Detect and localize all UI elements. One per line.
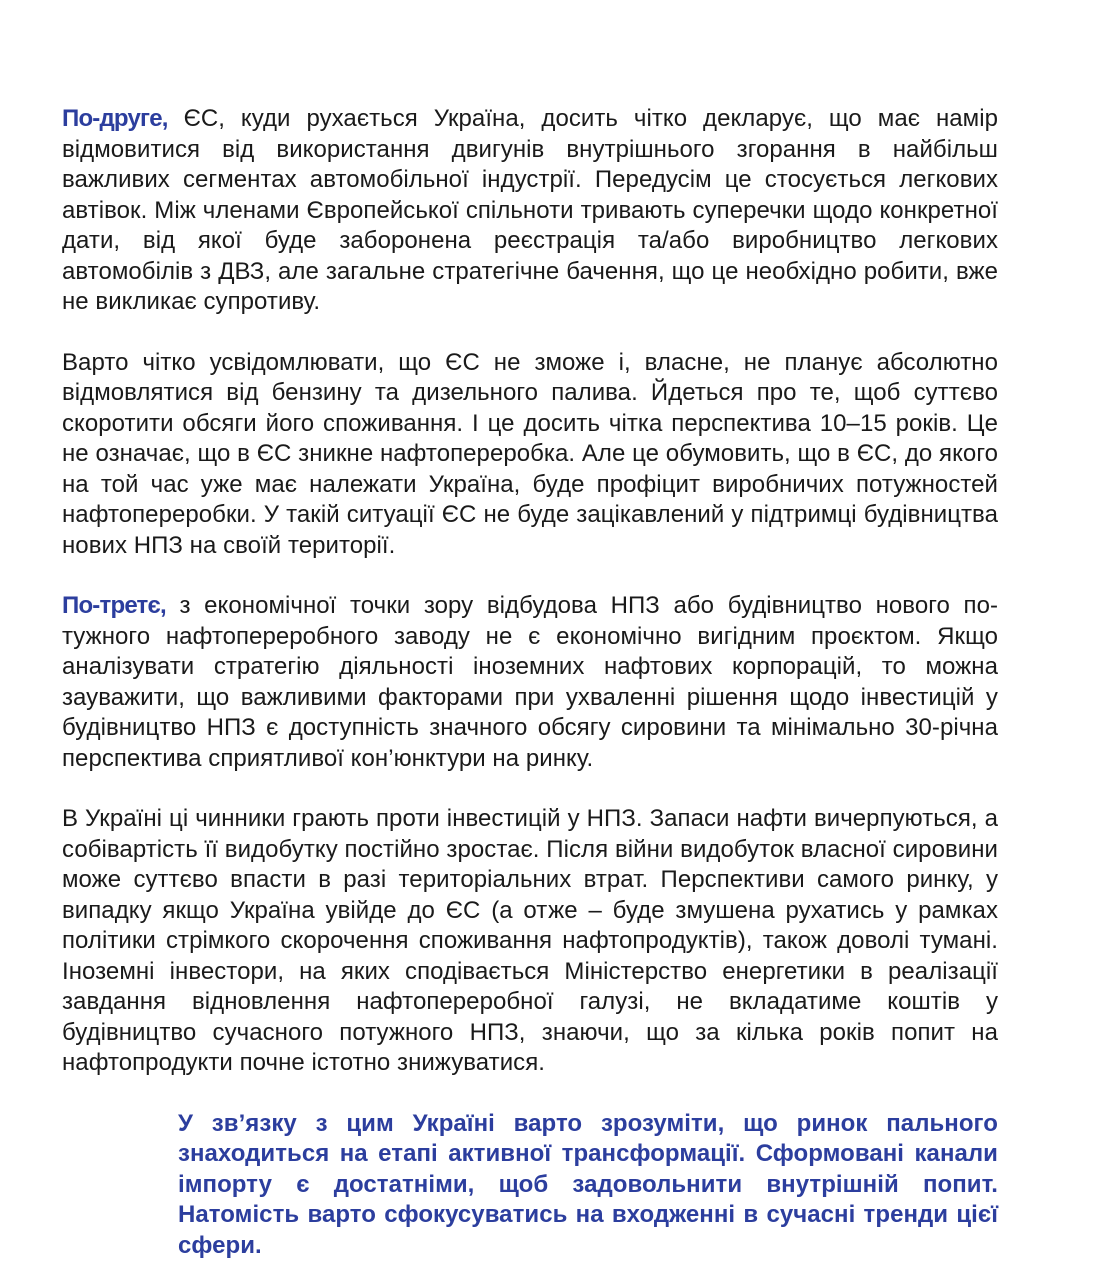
paragraph-lead: По-третє, [62,592,166,619]
paragraph-text: Варто чітко усвідомлювати, що ЄС не зможе і, власне, не планує абсолютно відмовлятися від бензину та дизельного палива. Йдеться про те, щоб суттєво скоротити обсяги його споживання. І це досить чітка перспектива 10–15 років. Це не означає, що в ЄС зникне нафтопереробка. Але це обумовить, що в ЄС, до якого на той час уже має належати Україна, буде профіцит виробничих потужностей нафтопереробки. У такій ситуації ЄС не буде зацікавлений у підтримці будівництва нових НПЗ на своїй території. [62,348,998,559]
paragraph-lead: По-друге, [62,105,168,132]
paragraph-eu-fuel [62,348,998,562]
paragraph-po-tretie [62,591,998,774]
callout-conclusion: У зв’язку з цим Україні варто зрозуміти, що ринок пального знаходиться на етапі активної трансформації. Сформовані канали імпорту є достатніми, щоб задовольнити внутрішній попит. Натомість варто сфокусуватись на входженні в сучасні тренди цієї сфери. [178,1109,998,1259]
document-page [62,104,998,1261]
paragraph-text: ЄС, куди рухається Україна, досить чітко декларує, що має намір відмовитися від використання двигунів внутрішнього згорання в найбільш важливих сегментах автомобільної індустрії. Передусім це стосується легкових автівок. Між членами Європейської спільноти тривають суперечки щодо конкретної дати, від якої буде заборонена реєстрація та/або виробництво легкових автомобілів з ДВЗ, але загальне стратегічне бачення, що це необхідно робити, вже не викликає супротиву. [62,105,998,315]
paragraph-ukraine-factors [62,804,998,1079]
paragraph-text: з економічної точки зору відбудова НПЗ або будівництво нового потужного нафтопереробного заводу не є економічно вигідним проєктом. Якщо аналізувати стратегію діяльності іноземних нафтових корпорацій, то можна зауважити, що важливими факторами при ухваленні рішення щодо інвестицій у будівництво НПЗ є доступність значного обсягу сировини та мінімально 30-річна перспектива сприятливої кон’юнктури на ринку. [62,592,998,772]
paragraph-text: В Україні ці чинники грають проти інвестицій у НПЗ. Запаси нафти вичерпуються, а собівартість її видобутку постійно зростає. Після війни видобуток власної сировини може суттєво впасти в разі територіальних втрат. Перспективи самого ринку, у випадку якщо Україна увійде до ЄС (а отже – буде змушена рухатись у рамках політики стрімкого скорочення споживання нафтопродуктів), також доволі тумані. Іноземні інвестори, на яких сподівається Міністерство енергетики в реалізації завдання відновлення нафтопереробної галузі, не вкладатиме коштів у будівництво сучасного потужного НПЗ, знаючи, що за кілька років попит на нафтопродукти почне істотно знижуватися. [62,805,998,1076]
paragraph-po-druhe [62,104,998,318]
